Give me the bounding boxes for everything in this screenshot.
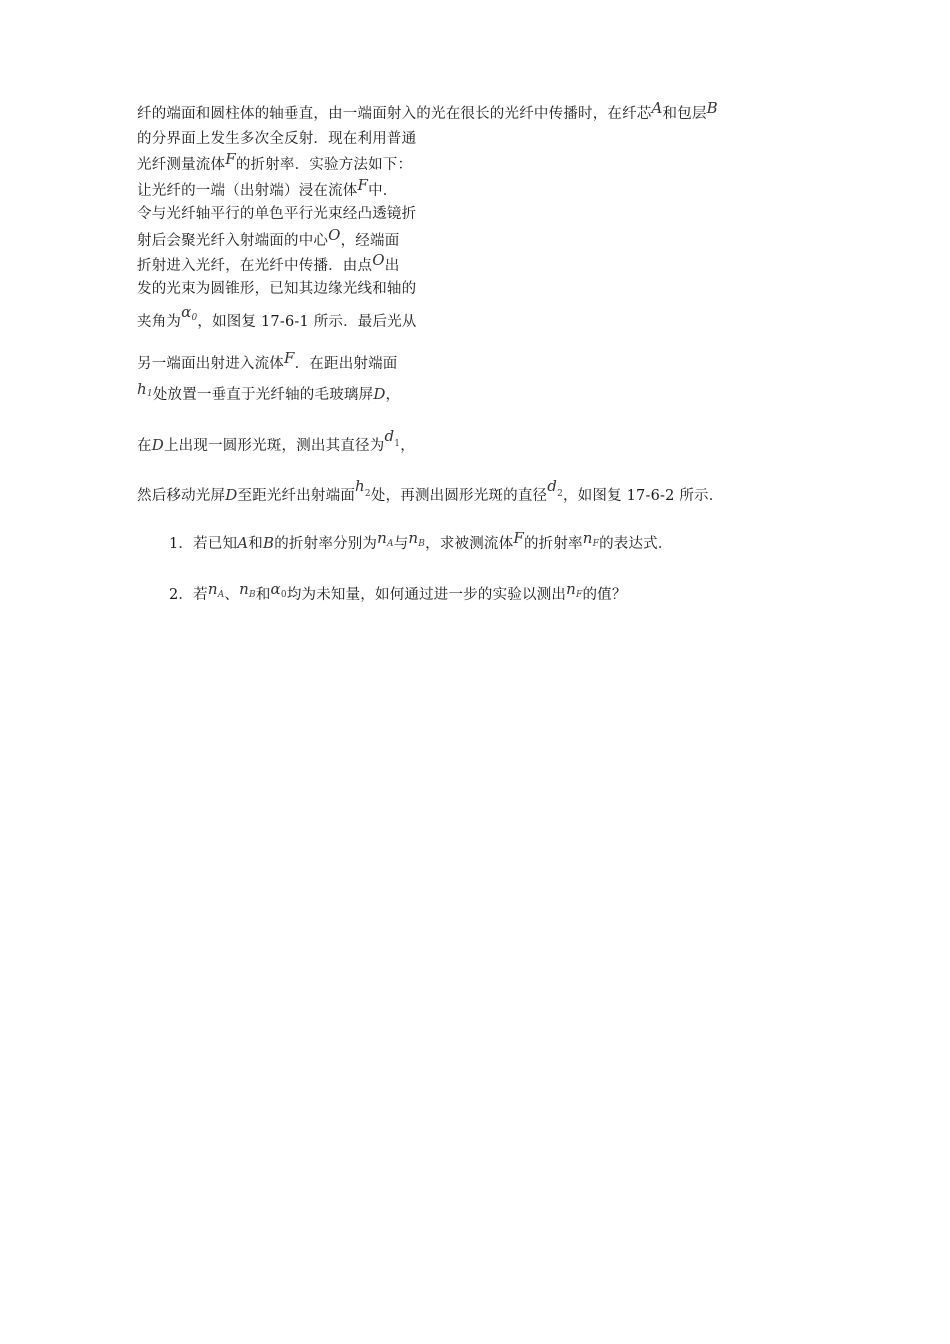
text-run: 射后会聚光纤入射端面的中心	[137, 233, 329, 249]
math-symbol: F	[284, 349, 295, 367]
math-symbol: h	[137, 380, 147, 398]
math-subscript: B	[418, 539, 426, 549]
question-number: 1．	[169, 536, 194, 552]
math-symbol: d	[547, 477, 558, 495]
math-subscript: F	[576, 590, 583, 600]
text-run: 折射进入光纤，在光纤中传播．由点	[137, 258, 373, 274]
math-symbol: h	[355, 477, 365, 495]
math-symbol: A	[237, 534, 249, 552]
text-run: 的表达式．	[599, 536, 673, 552]
text-line-3	[137, 150, 413, 175]
math-symbol: α	[270, 580, 281, 598]
text-run: 的分界面上发生多次全反射．现在利用普通	[137, 131, 417, 147]
text-run: 和	[248, 536, 263, 552]
math-symbol: d	[384, 427, 395, 445]
math-subscript: 1	[146, 389, 153, 399]
math-symbol: α	[181, 303, 192, 321]
text-run: 和	[255, 587, 271, 603]
text-line-12	[137, 427, 415, 458]
text-run: 处，再测出圆形光斑的直径	[370, 488, 548, 504]
text-run: ，	[400, 438, 415, 454]
text-run: 纤的端面和圆柱体的轴垂直，由一端面射入的光在很长的光纤中传播时，在纤芯	[137, 106, 652, 122]
math-subscript: 0	[191, 313, 198, 323]
math-subscript: 2	[557, 489, 564, 499]
text-run: 然后移动光屏	[137, 488, 226, 504]
text-run: 的折射率	[523, 536, 583, 552]
math-subscript: F	[592, 539, 600, 549]
text-run: ．在距出射端面	[294, 356, 398, 372]
math-symbol: O	[372, 251, 385, 269]
text-run: 让光纤的一端（出射端）浸在流体	[137, 183, 358, 199]
text-line-6	[137, 226, 400, 251]
text-line-11	[137, 380, 401, 407]
text-run: 上出现一圆形光斑，测出其直径为	[163, 438, 385, 454]
math-subscript: 1	[394, 439, 401, 449]
text-run: 的值？	[582, 587, 627, 603]
math-symbol: D	[151, 436, 164, 454]
text-run: ，如图复 17-6-2 所示．	[563, 488, 724, 504]
text-line-8	[137, 279, 416, 299]
text-run: 光纤测量流体	[137, 157, 226, 173]
math-symbol: D	[373, 385, 386, 403]
text-run: 的折射率分别为	[274, 536, 378, 552]
math-symbol: n	[239, 580, 249, 598]
math-symbol: n	[207, 580, 218, 598]
text-line-9	[137, 303, 417, 334]
question-2	[169, 580, 627, 607]
text-line-1	[137, 99, 718, 124]
question-number: 2．	[169, 587, 194, 603]
text-run: 中．	[368, 183, 398, 199]
text-run: 另一端面出射进入流体	[137, 356, 284, 372]
text-run: ，	[385, 387, 401, 403]
math-subscript: A	[217, 590, 225, 600]
text-run: ，求被测流体	[425, 536, 514, 552]
text-line-7	[137, 251, 400, 276]
math-symbol: n	[566, 580, 576, 598]
math-symbol: B	[706, 99, 718, 117]
math-symbol: F	[357, 176, 369, 194]
math-symbol: F	[513, 529, 524, 547]
math-symbol: B	[263, 534, 275, 552]
text-run: 至距光纤出射端面	[237, 488, 356, 504]
text-line-4	[137, 176, 398, 201]
text-run: 和包层	[662, 106, 707, 122]
text-run: 处放置一垂直于光纤轴的毛玻璃屏	[152, 387, 374, 403]
math-subscript: B	[249, 590, 256, 600]
math-symbol: A	[651, 99, 663, 117]
text-run: 夹角为	[137, 314, 182, 330]
math-subscript: 2	[364, 489, 371, 499]
text-run: 在	[137, 438, 152, 454]
text-run: ，如图复 17-6-1 所示．最后光从	[197, 314, 417, 330]
text-run: 若	[193, 587, 208, 603]
math-symbol: n	[408, 529, 419, 547]
text-run: 若已知	[193, 536, 238, 552]
math-symbol: O	[328, 226, 341, 244]
math-symbol: n	[582, 529, 593, 547]
text-run: 发的光束为圆锥形，已知其边缘光线和轴的	[137, 281, 417, 297]
text-run: 、	[224, 587, 240, 603]
text-line-2	[137, 129, 416, 149]
text-run: 令与光纤轴平行的单色平行光束经凸透镜折	[137, 206, 417, 222]
text-line-10	[137, 349, 398, 374]
math-subscript: A	[387, 539, 394, 549]
text-run: 与	[393, 536, 409, 552]
math-symbol: D	[225, 486, 238, 504]
text-run: 的折射率．实验方法如下：	[235, 157, 413, 173]
math-symbol: F	[225, 150, 236, 168]
text-line-13	[137, 477, 724, 508]
text-run: ，经端面	[340, 233, 400, 249]
math-symbol: n	[377, 529, 388, 547]
text-run: 均为未知量，如何通过进一步的实验以测出	[286, 587, 567, 603]
question-1	[169, 529, 673, 556]
math-subscript: 0	[280, 590, 287, 600]
text-run: 出	[384, 258, 400, 274]
text-line-5	[137, 204, 416, 224]
